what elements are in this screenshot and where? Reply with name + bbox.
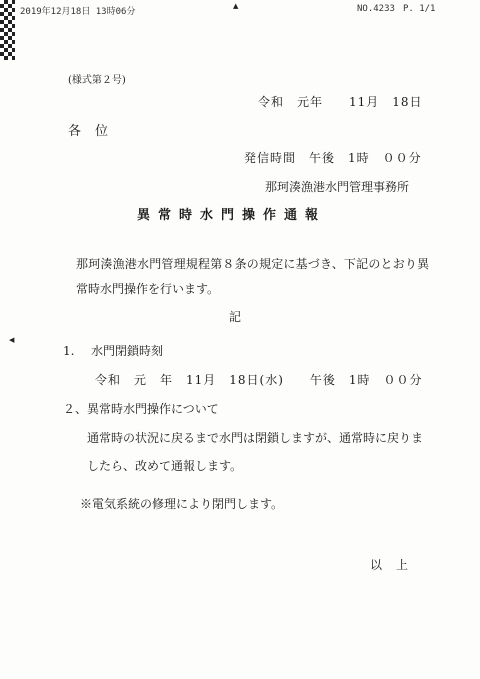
item-1-number: 1.: [63, 344, 75, 358]
fax-registration-pattern: [0, 0, 15, 60]
body-paragraph-line-1: 那珂湊漁港水門管理規程第８条の規定に基づき、下記のとおり異: [76, 257, 430, 271]
closure-datetime: [95, 373, 423, 387]
item-2-heading: ２、異常時水門操作について: [63, 402, 219, 416]
item-2-text-line-2: したら、改めて通報します。: [87, 459, 243, 473]
addressee: 各位: [68, 124, 123, 139]
form-number: (様式第２号): [68, 75, 126, 86]
issue-date: 令和 元年 11月 18日: [258, 95, 423, 109]
item-1-label: 水門閉鎖時刻: [91, 344, 164, 358]
notation-heading: 記: [229, 310, 242, 324]
sent-time: 発信時間 午後 1時 ００分: [244, 151, 422, 165]
left-registration-mark-icon: ◀: [9, 336, 15, 344]
item-1-heading: [63, 344, 163, 358]
closure-date: 令和 元 年 11月 18日(水): [95, 373, 284, 387]
repair-note: ※電気系統の修理により閉門します。: [80, 497, 284, 511]
item-2-text-line-1: 通常時の状況に戻るまで水門は閉鎖しますが、通常時に戻りま: [87, 431, 424, 445]
top-registration-mark-icon: ▲: [233, 2, 239, 10]
fax-doc-number: NO.4233: [357, 4, 395, 14]
fax-page-number: P. 1/1: [402, 4, 436, 14]
body-paragraph-line-2: 常時水門操作を行います。: [76, 282, 220, 296]
closing-mark: 以上: [370, 558, 423, 572]
fax-timestamp: 2019年12月18日 13時06分: [20, 7, 136, 17]
fax-doc-info: [357, 4, 443, 14]
document-title: 異常時水門操作通報: [137, 208, 327, 223]
closure-time: 午後 1時 ００分: [309, 373, 423, 387]
sender-office: 那珂湊漁港水門管理事務所: [265, 180, 410, 194]
